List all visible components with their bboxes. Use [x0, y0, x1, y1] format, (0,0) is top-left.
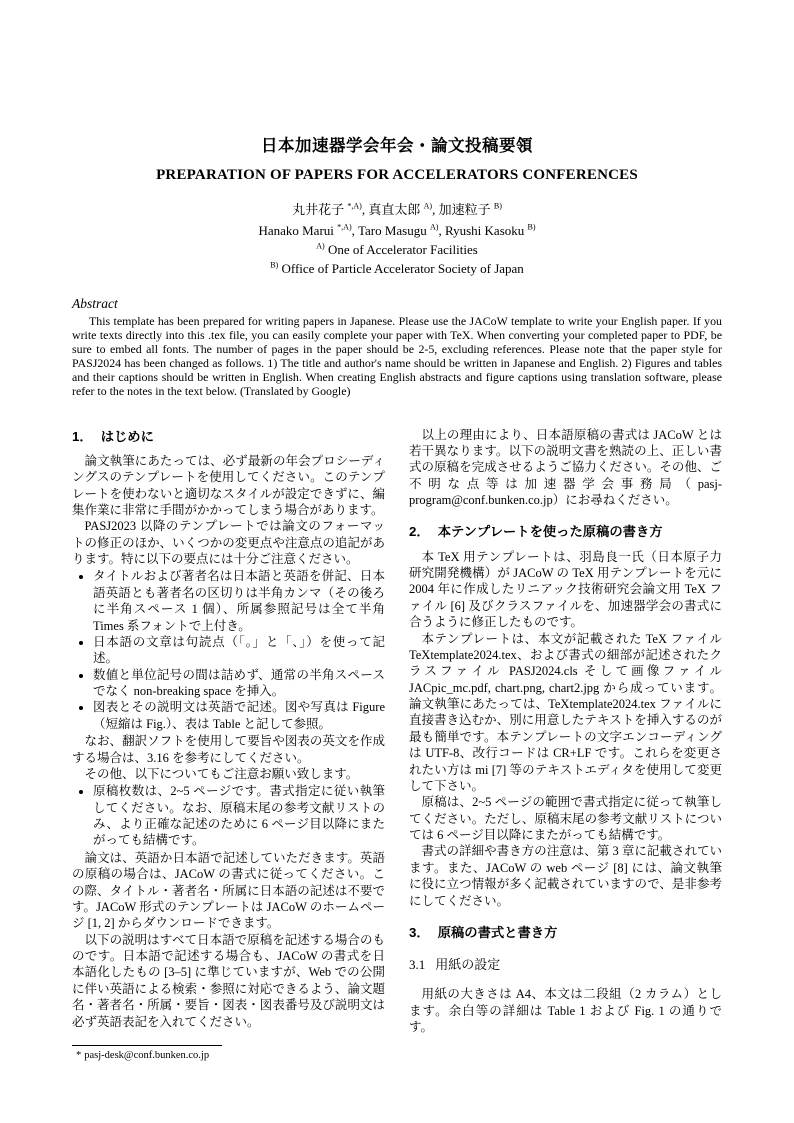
paragraph: 以上の理由により、日本語原稿の書式は JACoW とは若干異なります。以下の説明文書を熟読の上、正しい書式の原稿を完成させるようご協力ください。その他、ご不明な点等は加速器学会事務局（pasj-program@conf.bunken.co.jp）にお尋ねください。: [409, 427, 722, 508]
paper-title-en: PREPARATION OF PAPERS FOR ACCELERATORS CONFERENCES: [156, 167, 638, 183]
abstract-section: [72, 296, 722, 399]
paragraph: PASJ2023 以降のテンプレートでは論文のフォーマットの修正のほか、いくつかの変更点や注意点の追記があります。特に以下の要点には十分ご注意ください。: [72, 519, 385, 567]
section-number: 1．: [72, 428, 93, 444]
right-column: [409, 427, 722, 1063]
list-item: • 原稿枚数は、2~5 ページです。書式指定に従い執筆してください。なお、原稿末尾の参考文献リストのみ、より正確な記述のために 6 ページ目以降にまたがっても結構です。: [93, 783, 385, 849]
author-affiliation-mark: *,A): [347, 201, 362, 211]
author-affiliation-mark: A): [423, 201, 433, 211]
abstract-text: This template has been prepared for writing papers in Japanese. Please use the JACoW template to write your English paper. If you write texts directly into this .tex file, you can easily complete your paper with TeX. When converting your completed paper to PDF, be sure to embed all fonts. The number of pages in the paper should be 2-5, excluding references. Please note that the paper style for PASJ2024 has been changed as follows. 1) The title and author's name should be written in Japanese and English. 2) Figures and tables and their captions should be written in English. When creating English abstracts and figure captions using translation software, please refer to the notes in the text below. (Translated by Google): [72, 314, 722, 398]
paragraph: その他、以下についてもご注意お願い致します。: [84, 766, 359, 781]
paragraph: 本テンプレートは、本文が記載された TeX ファイル TeXtemplate2024.tex、および書式の細部が記述されたクラスファイル PASJ2024.cls そして画像ファイル JACpic_mc.pdf, chart.png, chart2.jpg から成っています。論文執筆にあたっては、TeXtemplate2024.tex ファイルに直接書き込むか、別に用意したテキストを挿入するのが最も簡単です。本テンプレートの文字エンコーディングは UTF-8、改行コードは CR+LF です。これらを変更されたい方は mi [7] 等のテキストエディタを使用して変更して下さい。: [409, 631, 722, 793]
authors-en: [72, 223, 722, 239]
author-affiliation-mark: B): [493, 201, 502, 211]
abstract-heading: Abstract: [72, 296, 118, 311]
author-separator: ,: [438, 223, 445, 238]
subsection-3-1-heading: [409, 956, 722, 973]
left-column: [72, 427, 385, 1063]
footnote-marker: *: [76, 1049, 82, 1061]
paragraph: 以下の説明はすべて日本語で原稿を記述する場合のものです。日本語で記述する場合も、JACoW の書式を日本語化したもの [3–5] に準じていますが、Web での公開に伴い英語による検索・参照に対応できるよう、論文題名・著者名・所属・要旨・図表・図表番号及び説明文は必ず英語表記を入れてください。: [72, 932, 385, 1029]
author-separator: ,: [351, 223, 358, 238]
list-item: • タイトルおよび著者名は日本語と英語を併記、日本語英語とも著者名の区切りは半角カンマ（その後ろに半角スペース 1 個）、所属参照記号は全て半角 Times 系フォントで上付き。: [93, 568, 385, 634]
affiliation-b: [72, 261, 722, 277]
subsection-title: 用紙の設定: [435, 957, 501, 973]
author-name: Taro Masugu: [357, 223, 430, 238]
author-name: 加速粒子: [438, 202, 494, 217]
section-number: 3．: [409, 924, 430, 940]
section-1-heading: [72, 428, 385, 445]
paper-title-ja: 日本加速器学会年会・論文投稿要領: [261, 136, 533, 155]
author-affiliation-mark: *,A): [337, 222, 352, 232]
paragraph: 書式の詳細や書き方の注意は、第 3 章に記載されています。また、JACoW の web ページ [8] には、論文執筆に役に立つ情報が多く記載されていますので、是非参考にしてください。: [409, 844, 722, 908]
list-item: • 日本語の文章は句読点（「。」と「、」）を使って記述。: [93, 634, 385, 667]
section-title: はじめに: [100, 428, 154, 444]
section-number: 2．: [409, 524, 430, 540]
author-name: 真直太郎: [368, 202, 424, 217]
two-column-body: [72, 427, 722, 1063]
paragraph: 用紙の大きさは A4、本文は二段組（2 カラム）とします。余白等の詳細は Table 1 および Fig. 1 の通りです。: [409, 987, 722, 1034]
footnote-rule: [72, 1045, 222, 1046]
paragraph: 原稿は、2~5 ページの範囲で書式指定に従って執筆してください。ただし、原稿末尾の参考文献リストについては 6 ページ目以降にまたがっても結構です。: [409, 795, 722, 843]
author-name: 丸井花子: [292, 202, 348, 217]
list-item: • 図表とその説明文は英語で記述。図や写真は Figure（短縮は Fig.）、表は Table と記して参照。: [93, 699, 385, 732]
subsection-number: 3.1: [409, 957, 426, 973]
affiliation-text: One of Accelerator Facilities: [324, 242, 478, 257]
page-count-note-list: [72, 783, 385, 849]
format-notes-list: [72, 568, 385, 732]
list-item: • 数値と単位記号の間は詰めず、通常の半角スペースでなく non-breaking space を挿入。: [93, 667, 385, 700]
section-3-heading: [409, 924, 722, 941]
footnote: [72, 1045, 385, 1063]
author-affiliation-mark: A): [429, 222, 439, 232]
affiliation-text: Office of Particle Accelerator Society of Japan: [278, 261, 524, 276]
section-title: 本テンプレートを使った原稿の書き方: [437, 524, 663, 540]
authors-ja: [72, 199, 722, 218]
paragraph: 本 TeX 用テンプレートは、羽島良一氏（日本原子力研究開発機構）が JACoW の TeX 用テンプレートを元に 2004 年に作成したリニアック技術研究会論文用 TeX ファイル [6] 及びクラスファイルを、加速器学会の書式に合うように修正したものです。: [409, 549, 722, 630]
paragraph: なお、翻訳ソフトを使用して要旨や図表の英文を作成する場合は、3.16 を参考にしてください。: [72, 734, 385, 765]
affiliation-mark: B): [270, 260, 279, 270]
paragraph: 論文は、英語か日本語で記述していただきます。英語の原稿の場合は、JACoW の書式に従ってください。この際、タイトル・著者名・所属に日本語の記述は不要です。JACoW 形式のテンプレートは JACoW のホームページ [1, 2] からダウンロードできます。: [72, 850, 385, 931]
paragraph: 論文執筆にあたっては、必ず最新の年会プロシーディングスのテンプレートを使用してください。このテンプレートを使わないと適切なスタイルが設定できずに、編集作業に非常に手間がかかってしまう場合があります。: [72, 453, 385, 517]
author-name: Ryushi Kasoku: [444, 223, 528, 238]
author-affiliation-mark: B): [527, 222, 536, 232]
author-separator: ,: [361, 202, 369, 217]
section-title: 原稿の書式と書き方: [437, 924, 558, 940]
author-name: Hanako Marui: [258, 223, 338, 238]
author-separator: ,: [432, 202, 439, 217]
footnote-email: pasj-desk@conf.bunken.co.jp: [84, 1049, 210, 1061]
title-block: [72, 132, 722, 277]
affiliation-mark: A): [316, 241, 325, 251]
section-2-heading: [409, 523, 722, 540]
affiliation-a: [72, 242, 722, 258]
